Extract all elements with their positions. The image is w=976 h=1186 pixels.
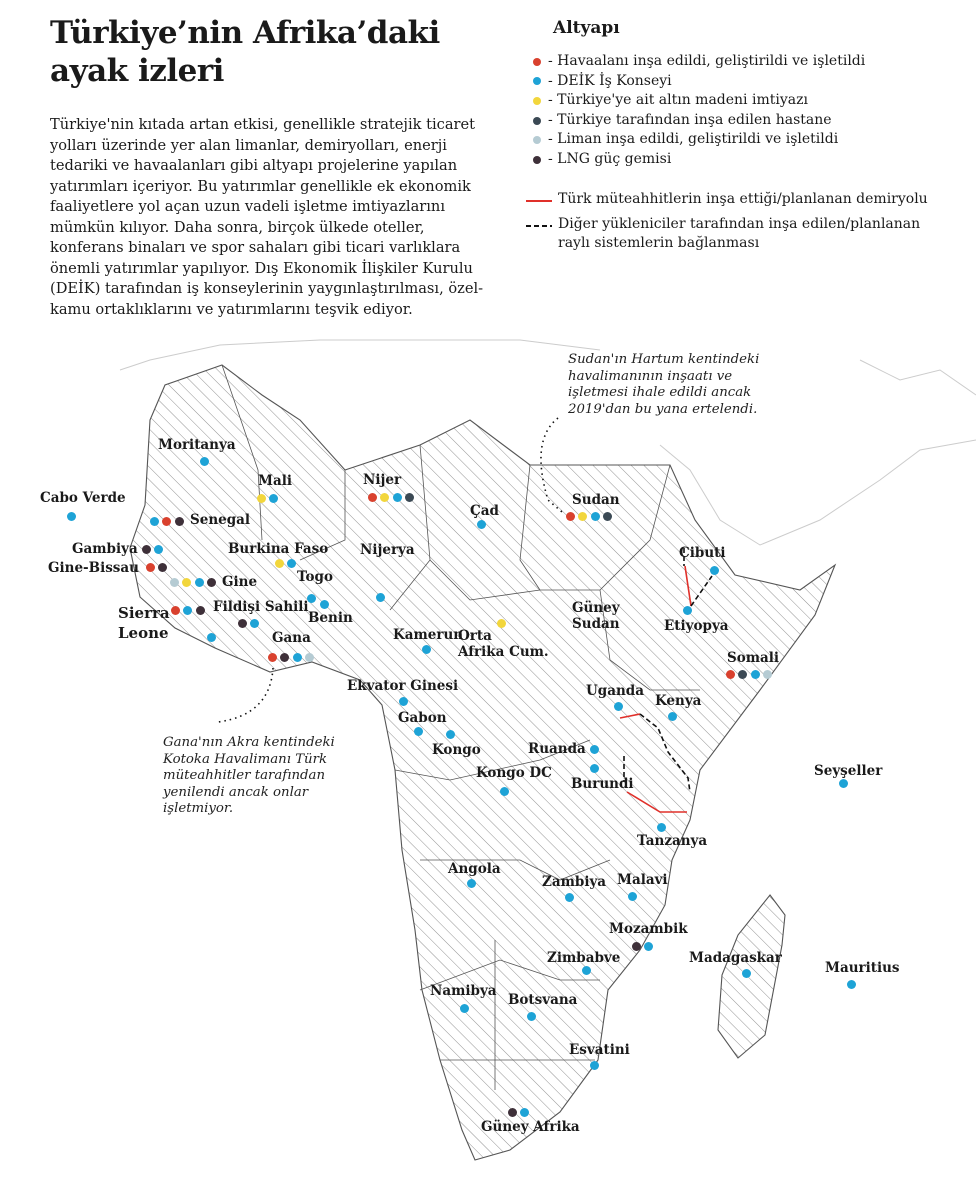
country-label-g-ney-sudan: Güney Sudan bbox=[572, 600, 620, 632]
deik-marker-dot bbox=[628, 892, 637, 901]
deik-marker-dot bbox=[614, 702, 623, 711]
lng-marker-dot bbox=[508, 1108, 517, 1117]
deik-marker-dot bbox=[320, 600, 329, 609]
country-label-sierra-leone: Sierra Leone bbox=[118, 604, 170, 642]
legend-item-airport bbox=[533, 52, 865, 72]
deik-marker-dot bbox=[376, 593, 385, 602]
deik-marker-dot bbox=[847, 980, 856, 989]
deik-marker-dot bbox=[644, 942, 653, 951]
deik-marker-dot bbox=[293, 653, 302, 662]
country-label-fildi-i-sahili: Fildişi Sahili bbox=[213, 599, 309, 615]
lng-marker-dot bbox=[196, 606, 205, 615]
lng-marker-dot bbox=[632, 942, 641, 951]
dot-icon bbox=[533, 58, 541, 66]
deik-marker-dot bbox=[67, 512, 76, 521]
country-label-gambiya: Gambiya bbox=[72, 541, 138, 557]
dot-icon bbox=[533, 97, 541, 105]
country-label-tanzanya: Tanzanya bbox=[637, 833, 708, 849]
country-label-malavi: Malavi bbox=[617, 872, 668, 888]
sudan-annotation: Sudan'ın Hartum kentindeki havalimanının inşaatı ve işletmesi ihale edildi ancak 2019'dan bu yana ertelendi. bbox=[568, 352, 760, 417]
country-label-gine: Gine bbox=[222, 574, 258, 590]
country-label-kongo-dc: Kongo DC bbox=[476, 765, 552, 781]
airport-marker-dot bbox=[171, 606, 180, 615]
deik-marker-dot bbox=[527, 1012, 536, 1021]
lng-marker-dot bbox=[207, 578, 216, 587]
country-label-orta-afrika-cum-: Orta Afrika Cum. bbox=[458, 628, 549, 660]
gold-marker-dot bbox=[497, 619, 506, 628]
hospital-marker-dot bbox=[603, 512, 612, 521]
deik-marker-dot bbox=[668, 712, 677, 721]
airport-marker-dot bbox=[566, 512, 575, 521]
airport-marker-dot bbox=[146, 563, 155, 572]
red-line-icon bbox=[526, 199, 552, 203]
country-label-ekvator-ginesi: Ekvator Ginesi bbox=[347, 678, 459, 694]
legend-item-hospital bbox=[533, 111, 865, 131]
intro-paragraph: Türkiye'nin kıtada artan etkisi, genellikle stratejik ticaret yolları üzerinde yer alan limanlar, demiryolları, enerji tedariki ve havaalanları gibi altyapı projelerine yapılan yatırımları içeriyor. Bu yatırımlar genellikle ek ekonomik faaliyetlere yol açan uzun vadeli işletme imtiyazlarını mümkün kılıyor. Daha sonra, birçok ülkede oteller, konferans binaları ve spor sahaları gibi ticari varlıklara önemli yatırımlar yapılıyor. Dış Ekonomik İlişkiler Kurulu (DEİK) tarafından iş konseylerinin yaygınlaştırılması, özel-kamu ortaklıklarını ve yatırımlarını teşvik ediyor. bbox=[50, 116, 484, 318]
airport-marker-dot bbox=[368, 493, 377, 502]
legend-other-rail bbox=[526, 215, 920, 253]
country-label-kenya: Kenya bbox=[655, 693, 702, 709]
country-label-g-ney-afrika: Güney Afrika bbox=[481, 1119, 580, 1135]
legend-label: Diğer yükleniciler tarafından inşa edilen/planlanan raylı sistemlerin bağlanması bbox=[558, 216, 921, 251]
legend-item-gold bbox=[533, 91, 865, 111]
country-label-togo: Togo bbox=[297, 569, 333, 585]
country-label-senegal: Senegal bbox=[190, 512, 251, 528]
country-label-etiyopya: Etiyopya bbox=[664, 618, 729, 634]
deik-marker-dot bbox=[590, 764, 599, 773]
deik-marker-dot bbox=[460, 1004, 469, 1013]
gold-marker-dot bbox=[257, 494, 266, 503]
airport-marker-dot bbox=[162, 517, 171, 526]
deik-marker-dot bbox=[207, 633, 216, 642]
country-label-mauritius: Mauritius bbox=[825, 960, 900, 976]
country-label-burundi: Burundi bbox=[571, 776, 634, 792]
deik-marker-dot bbox=[591, 512, 600, 521]
country-label-zimbabve: Zimbabve bbox=[547, 950, 621, 966]
country-label-madagaskar: Madagaskar bbox=[689, 950, 782, 966]
madagascar-landmass bbox=[718, 895, 785, 1058]
gold-marker-dot bbox=[578, 512, 587, 521]
country-label-sudan: Sudan bbox=[572, 492, 620, 508]
title-line: Türkiye’nin Afrika’daki bbox=[50, 15, 440, 51]
country-label-kongo: Kongo bbox=[432, 742, 481, 758]
deik-marker-dot bbox=[399, 697, 408, 706]
deik-marker-dot bbox=[154, 545, 163, 554]
legend-label: - LNG güç gemisi bbox=[548, 150, 672, 167]
country-label-cabo-verde: Cabo Verde bbox=[40, 490, 126, 506]
country-label-nijer: Nijer bbox=[363, 472, 402, 488]
dot-icon bbox=[533, 117, 541, 125]
country-label-esvatini: Esvatini bbox=[569, 1042, 630, 1058]
lng-marker-dot bbox=[142, 545, 151, 554]
country-label-cibuti: Cibuti bbox=[679, 545, 726, 561]
lng-marker-dot bbox=[175, 517, 184, 526]
dashed-line-icon bbox=[526, 224, 552, 228]
deik-marker-dot bbox=[657, 823, 666, 832]
dot-icon bbox=[533, 156, 541, 164]
deik-marker-dot bbox=[446, 730, 455, 739]
country-label-sey-eller: Seyşeller bbox=[814, 763, 883, 779]
legend-label: Türk müteahhitlerin inşa ettiği/planlanan demiryolu bbox=[558, 191, 928, 207]
lng-marker-dot bbox=[238, 619, 247, 628]
legend-label: - Türkiye'ye ait altın madeni imtiyazı bbox=[548, 92, 808, 109]
country-label-namibya: Namibya bbox=[430, 983, 497, 999]
country-label-gine-bissau: Gine-Bissau bbox=[48, 560, 139, 576]
legend bbox=[533, 52, 865, 170]
country-label-uganda: Uganda bbox=[586, 683, 644, 699]
gold-marker-dot bbox=[182, 578, 191, 587]
country-label-benin: Benin bbox=[308, 610, 353, 626]
country-label-burkina-faso: Burkina Faso bbox=[228, 541, 329, 557]
gold-marker-dot bbox=[380, 493, 389, 502]
deik-marker-dot bbox=[520, 1108, 529, 1117]
airport-marker-dot bbox=[726, 670, 735, 679]
lng-marker-dot bbox=[158, 563, 167, 572]
country-label-gabon: Gabon bbox=[398, 710, 447, 726]
deik-marker-dot bbox=[590, 745, 599, 754]
legend-label: - Türkiye tarafından inşa edilen hastane bbox=[548, 111, 832, 128]
country-label-nijerya: Nijerya bbox=[360, 542, 415, 558]
legend-item-port bbox=[533, 130, 865, 150]
deik-marker-dot bbox=[287, 559, 296, 568]
port-marker-dot bbox=[305, 653, 314, 662]
deik-marker-dot bbox=[500, 787, 509, 796]
deik-marker-dot bbox=[477, 520, 486, 529]
legend-item-deik bbox=[533, 72, 865, 92]
deik-marker-dot bbox=[710, 566, 719, 575]
country-label-mozambik: Mozambik bbox=[609, 921, 688, 937]
deik-marker-dot bbox=[422, 645, 431, 654]
deik-marker-dot bbox=[683, 606, 692, 615]
dot-icon bbox=[533, 77, 541, 85]
gold-marker-dot bbox=[275, 559, 284, 568]
page-title bbox=[50, 14, 440, 90]
legend-label: - DEİK İş Konseyi bbox=[548, 72, 672, 89]
country-label-gana: Gana bbox=[272, 630, 311, 646]
deik-marker-dot bbox=[269, 494, 278, 503]
deik-marker-dot bbox=[195, 578, 204, 587]
airport-marker-dot bbox=[268, 653, 277, 662]
port-marker-dot bbox=[170, 578, 179, 587]
legend-item-lng bbox=[533, 150, 865, 170]
hospital-marker-dot bbox=[738, 670, 747, 679]
port-marker-dot bbox=[763, 670, 772, 679]
legend-label: - Havaalanı inşa edildi, geliştirildi ve işletildi bbox=[548, 53, 866, 69]
deik-marker-dot bbox=[393, 493, 402, 502]
title-line: ayak izleri bbox=[50, 53, 224, 89]
country-label-somali: Somali bbox=[727, 650, 780, 666]
country-label-ruanda: Ruanda bbox=[528, 741, 586, 757]
deik-marker-dot bbox=[183, 606, 192, 615]
country-label-botsvana: Botsvana bbox=[508, 992, 578, 1008]
country-label-zambiya: Zambiya bbox=[542, 874, 607, 890]
country-label-kamerun: Kamerun bbox=[393, 627, 464, 643]
deik-marker-dot bbox=[582, 966, 591, 975]
deik-marker-dot bbox=[250, 619, 259, 628]
legend-turkish-rail bbox=[526, 190, 928, 209]
hospital-marker-dot bbox=[405, 493, 414, 502]
country-label-mali: Mali bbox=[258, 473, 292, 489]
dot-icon bbox=[533, 136, 541, 144]
country-label-angola: Angola bbox=[448, 861, 501, 877]
lng-marker-dot bbox=[280, 653, 289, 662]
deik-marker-dot bbox=[200, 457, 209, 466]
deik-marker-dot bbox=[839, 779, 848, 788]
deik-marker-dot bbox=[467, 879, 476, 888]
legend-label: - Liman inşa edildi, geliştirildi ve işletildi bbox=[548, 131, 839, 148]
country-label--ad: Çad bbox=[470, 503, 499, 519]
deik-marker-dot bbox=[150, 517, 159, 526]
deik-marker-dot bbox=[414, 727, 423, 736]
deik-marker-dot bbox=[590, 1061, 599, 1070]
ghana-annotation: Gana'nın Akra kentindeki Kotoka Havalimanı Türk müteahhitler tarafından yenilendi ancak onlar işletmiyor. bbox=[163, 735, 335, 816]
country-label-moritanya: Moritanya bbox=[158, 437, 236, 453]
deik-marker-dot bbox=[751, 670, 760, 679]
deik-marker-dot bbox=[742, 969, 751, 978]
deik-marker-dot bbox=[565, 893, 574, 902]
legend-title: Altyapı bbox=[553, 18, 620, 38]
